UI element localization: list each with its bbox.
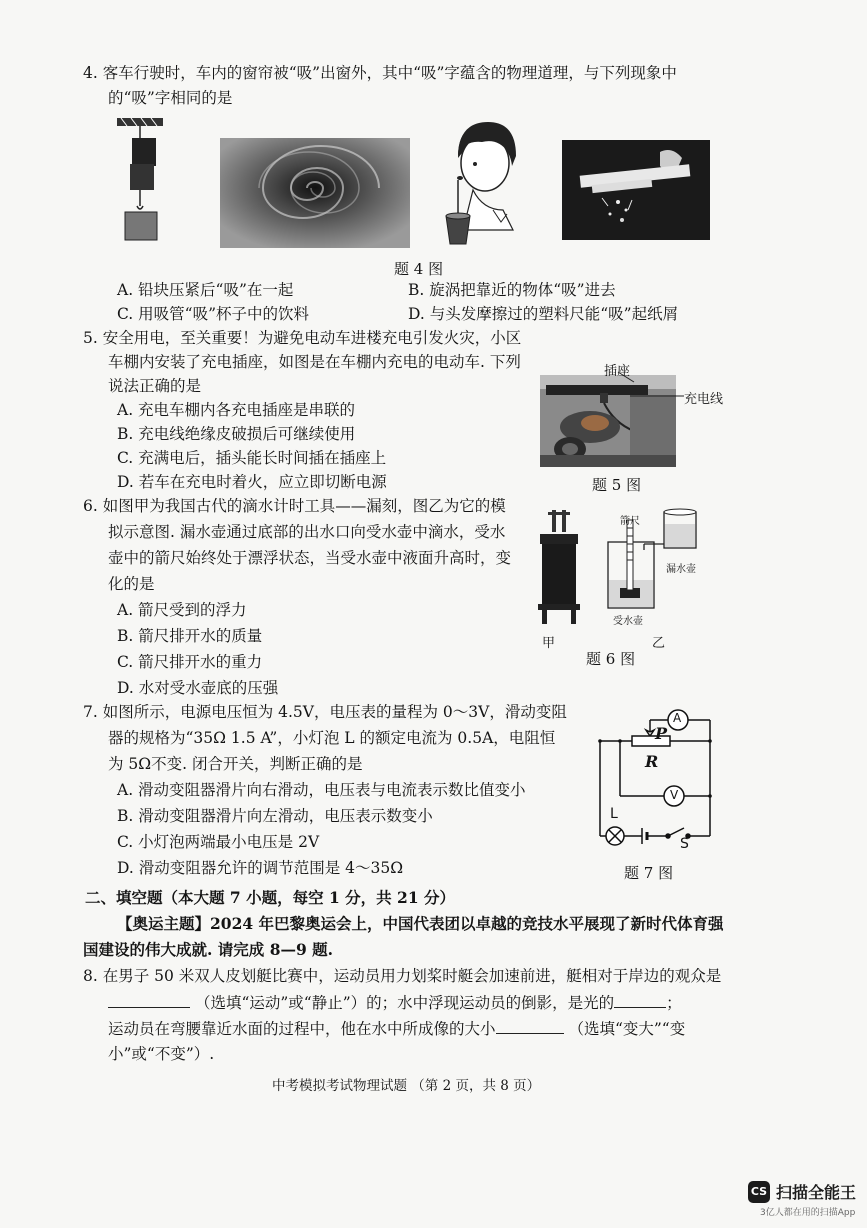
lead-blocks-image bbox=[115, 116, 165, 251]
q5-option-a: A. 充电车棚内各充电插座是串联的 bbox=[117, 401, 356, 419]
figure-yi-label: 乙 bbox=[652, 636, 666, 651]
q4-option-a: A. 铅块压紧后“吸”在一起 bbox=[117, 281, 294, 299]
q7-figure-caption: 题 7 图 bbox=[624, 864, 674, 882]
q4-option-b: B. 旋涡把靠近的物体“吸”进去 bbox=[408, 281, 616, 299]
q6-stem-line1: 6. 如图甲为我国古代的滴水计时工具——漏刻，图乙为它的模 bbox=[83, 497, 506, 515]
scanner-logo-icon: CS bbox=[748, 1181, 770, 1203]
scanner-tagline: 3亿人都在用的扫描App bbox=[760, 1208, 856, 1218]
q7-stem-line1: 7. 如图所示，电源电压恒为 4.5V，电压表的量程为 0～3V，滑动变阻 bbox=[83, 703, 567, 721]
arrow-ruler-label: 箭尺 bbox=[620, 516, 640, 527]
circuit-diagram bbox=[590, 706, 715, 856]
scanner-watermark bbox=[748, 1180, 856, 1203]
receiving-vessel-label: 受水壶 bbox=[613, 616, 643, 627]
q7-option-d: D. 滑动变阻器允许的调节范围是 4～35Ω bbox=[117, 859, 404, 877]
leaking-vessel-label: 漏水壶 bbox=[666, 564, 696, 575]
q7-option-b: B. 滑动变阻器滑片向左滑动，电压表示数变小 bbox=[117, 807, 433, 825]
boy-drinking-image bbox=[438, 118, 518, 248]
q4-stem-line1: 4. 客车行驶时，车内的窗帘被“吸”出窗外，其中“吸”字蕴含的物理道理，与下列现象中 bbox=[83, 64, 677, 82]
rheostat-r-label: R bbox=[645, 752, 659, 771]
q6-option-b: B. 箭尺排开水的质量 bbox=[117, 627, 263, 645]
q8-blank-3[interactable] bbox=[496, 1018, 564, 1034]
q6-option-c: C. 箭尺排开水的重力 bbox=[117, 653, 263, 671]
q5-option-c: C. 充满电后，插头能长时间插在插座上 bbox=[117, 449, 387, 467]
switch-s-label: S bbox=[680, 836, 689, 852]
q6-stem-line3: 壶中的箭尺始终处于漂浮状态，当受水壶中液面升高时，变 bbox=[108, 549, 512, 567]
olympic-theme-line1: 【奥运主题】2024 年巴黎奥运会上，中国代表团以卓越的竞技水平展现了新时代体育强 bbox=[117, 914, 724, 933]
scanner-app-name: 扫描全能王 bbox=[776, 1183, 857, 1202]
q5-stem-line1: 5. 安全用电，至关重要！为避免电动车进楼充电引发火灾，小区 bbox=[83, 329, 522, 347]
q8-line3-end: （选填“变大”“变 bbox=[568, 1020, 686, 1038]
q5-option-b: B. 充电线绝缘皮破损后可继续使用 bbox=[117, 425, 356, 443]
olympic-theme-line2: 国建设的伟大成就. 请完成 8—9 题. bbox=[83, 940, 334, 959]
q5-stem-line3: 说法正确的是 bbox=[108, 377, 202, 395]
q6-option-d: D. 水对受水壶底的压强 bbox=[117, 679, 279, 697]
q6-option-a: A. 箭尺受到的浮力 bbox=[117, 601, 247, 619]
q7-stem-line2: 器的规格为“35Ω 1.5 A”，小灯泡 L 的额定电流为 0.5A，电阻恒 bbox=[108, 729, 556, 747]
q8-line2-text: （选填“运动”或“静止”）的；水中浮现运动员的倒影，是光的 bbox=[194, 994, 615, 1012]
q7-option-c: C. 小灯泡两端最小电压是 2V bbox=[117, 833, 320, 851]
q7-option-a: A. 滑动变阻器滑片向右滑动，电压表与电流表示数比值变小 bbox=[117, 781, 526, 799]
page-footer: 中考模拟考试物理试题 （第 2 页，共 8 页） bbox=[272, 1078, 541, 1094]
q8-stem-line4: 小”或“不变”）. bbox=[108, 1045, 215, 1063]
q8-line2-end: ； bbox=[666, 994, 682, 1012]
q6-stem-line4: 化的是 bbox=[108, 575, 155, 593]
voltmeter-label: V bbox=[670, 788, 679, 802]
q8-line3-text: 运动员在弯腰靠近水面的过程中，他在水中所成像的大小 bbox=[108, 1020, 496, 1038]
q5-stem-line2: 车棚内安装了充电插座，如图是在车棚内充电的电动车. 下列 bbox=[108, 353, 521, 371]
ammeter-label: A bbox=[673, 711, 682, 725]
socket-label: 插座 bbox=[604, 364, 631, 379]
figure-jia-label: 甲 bbox=[542, 636, 556, 651]
whirlpool-image bbox=[220, 138, 410, 248]
q8-stem-line2 bbox=[108, 992, 682, 1013]
section2-heading: 二、填空题（本大题 7 小题，每空 1 分，共 21 分） bbox=[85, 888, 456, 907]
q5-option-d: D. 若车在充电时着火，应立即切断电源 bbox=[117, 473, 387, 491]
q4-figure-caption: 题 4 图 bbox=[394, 260, 444, 278]
q6-figure-caption: 题 6 图 bbox=[586, 650, 636, 668]
q4-option-d: D. 与头发摩擦过的塑料尺能“吸”起纸屑 bbox=[408, 305, 679, 323]
charging-cable-label: 充电线 bbox=[684, 392, 724, 407]
slider-p-label: P bbox=[655, 724, 668, 743]
clepsydra-photo bbox=[536, 508, 582, 626]
q4-option-c: C. 用吸管“吸”杯子中的饮料 bbox=[117, 305, 310, 323]
q7-stem-line3: 为 5Ω不变. 闭合开关，判断正确的是 bbox=[108, 755, 363, 773]
q5-figure-caption: 题 5 图 bbox=[592, 476, 642, 494]
ruler-paper-image bbox=[562, 140, 710, 240]
q8-blank-1[interactable] bbox=[108, 992, 190, 1008]
q8-stem-line1: 8. 在男子 50 米双人皮划艇比赛中，运动员用力划桨时艇会加速前进，艇相对于岸边的观众是 bbox=[83, 967, 722, 985]
lamp-l-label: L bbox=[610, 806, 618, 822]
q8-stem-line3 bbox=[108, 1018, 685, 1039]
q8-blank-2[interactable] bbox=[614, 992, 666, 1008]
q4-stem-line2: 的“吸”字相同的是 bbox=[108, 89, 233, 107]
q6-stem-line2: 拟示意图. 漏水壶通过底部的出水口向受水壶中滴水，受水 bbox=[108, 523, 506, 541]
